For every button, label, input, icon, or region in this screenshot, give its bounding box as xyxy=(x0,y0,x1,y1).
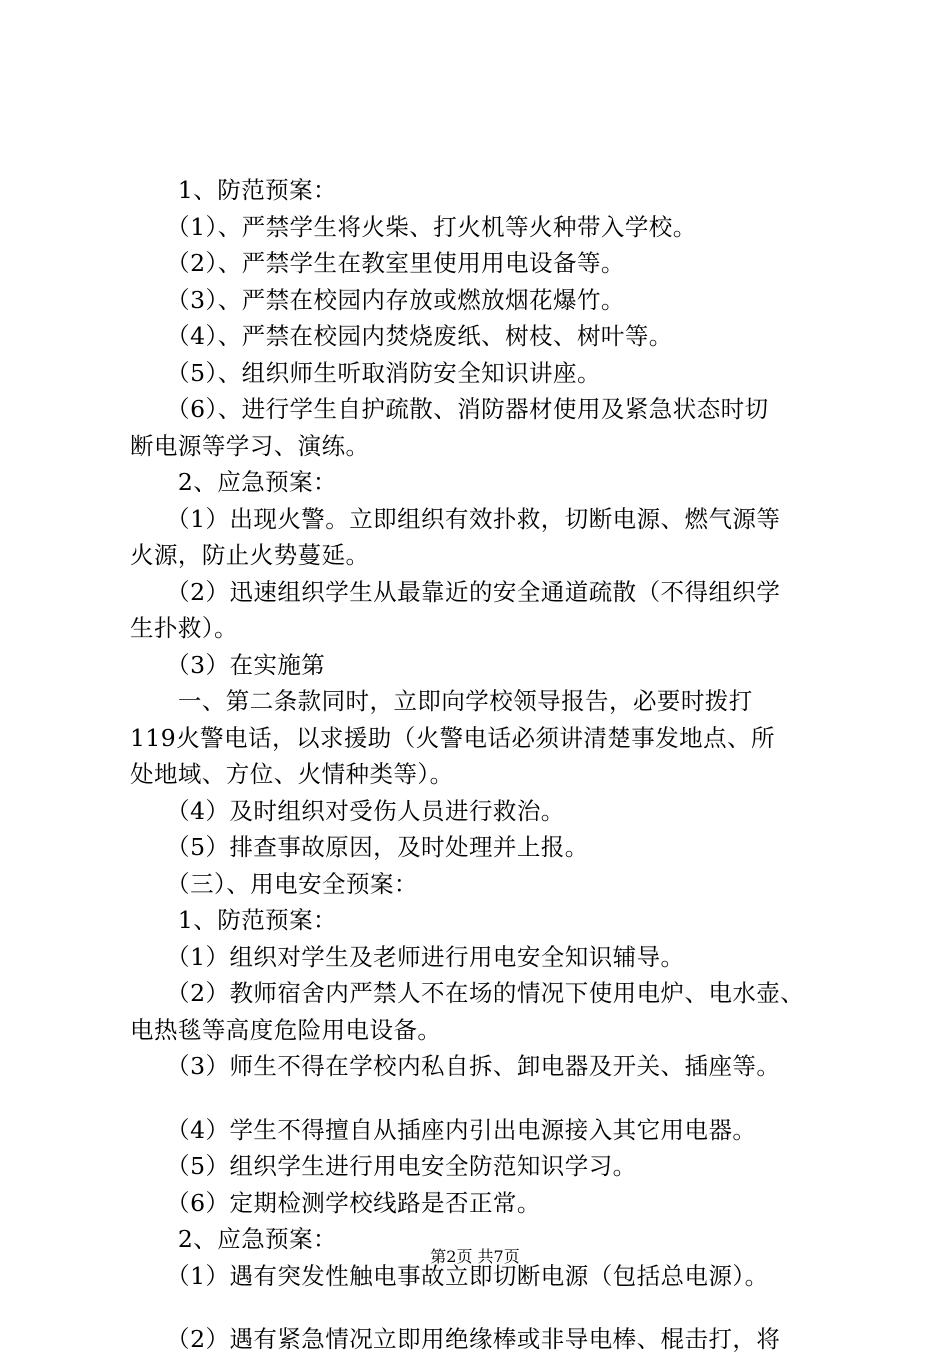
text-line: （5）排查事故原因，及时处理并上报。 xyxy=(130,833,589,861)
text-line: （5）、组织师生听取消防安全知识讲座。 xyxy=(130,358,601,387)
text-line: 1、防范预案： xyxy=(130,906,338,934)
text-line: （4）及时组织对受伤人员进行救治。 xyxy=(130,796,565,825)
text-line: （3）、严禁在校园内存放或燃放烟花爆竹。 xyxy=(130,285,625,314)
text-line: （4）、严禁在校园内焚烧废纸、树枝、树叶等。 xyxy=(130,322,673,350)
text-line: （2）教师宿舍内严禁人不在场的情况下使用电炉、电水壶、 xyxy=(130,979,805,1007)
blank-line xyxy=(130,1085,840,1112)
text-line: 断电源等学习、演练。 xyxy=(130,431,370,460)
text-line: 2、应急预案： xyxy=(130,1225,338,1253)
text-line: （6）定期检测学校线路是否正常。 xyxy=(130,1188,541,1217)
text-line: 火源，防止火势蔓延。 xyxy=(130,541,370,569)
text-line: （三）、用电安全预案： xyxy=(130,869,418,898)
text-line: （1）遇有突发性触电事故立即切断电源（包括总电源）。 xyxy=(130,1261,769,1290)
text-line: （2）迅速组织学生从最靠近的安全通道疏散（不得组织学 xyxy=(130,577,781,606)
text-line: 处地域、方位、火情种类等）。 xyxy=(130,760,454,788)
text-line: （6）、进行学生自护疏散、消防器材使用及紧急状态时切 xyxy=(130,395,769,423)
text-line: （3）在实施第 xyxy=(130,650,326,679)
text-line: （4）学生不得擅自从插座内引出电源接入其它用电器。 xyxy=(130,1115,757,1144)
text-line: （2）、严禁学生在教室里使用用电设备等。 xyxy=(130,249,625,277)
page-footer: 第2页 共7页 xyxy=(430,1247,520,1266)
text-line: 电热毯等高度危险用电设备。 xyxy=(130,1015,442,1044)
text-line: 119火警电话，以求援助（火警电话必须讲清楚事发地点、所 xyxy=(130,723,775,752)
text-line: 1、防范预案： xyxy=(130,176,338,204)
text-line: （1）出现火警。立即组织有效扑救，切断电源、燃气源等 xyxy=(130,504,781,533)
blank-line xyxy=(130,1294,840,1321)
text-line: （5）组织学生进行用电安全防范知识学习。 xyxy=(130,1152,637,1180)
text-line: 2、应急预案： xyxy=(130,468,338,496)
text-line: 一、第二条款同时，立即向学校领导报告，必要时拨打 xyxy=(130,687,753,715)
text-line: （3）师生不得在学校内私自拆、卸电器及开关、插座等。 xyxy=(130,1052,781,1080)
text-line: （1）、严禁学生将火柴、打火机等火种带入学校。 xyxy=(130,212,697,241)
document-body xyxy=(130,172,840,1358)
text-line: （2）遇有紧急情况立即用绝缘棒或非导电棒、棍击打，将 xyxy=(130,1325,781,1353)
text-line: 生扑救）。 xyxy=(130,614,238,642)
text-line: （1）组织对学生及老师进行用电安全知识辅导。 xyxy=(130,942,685,971)
